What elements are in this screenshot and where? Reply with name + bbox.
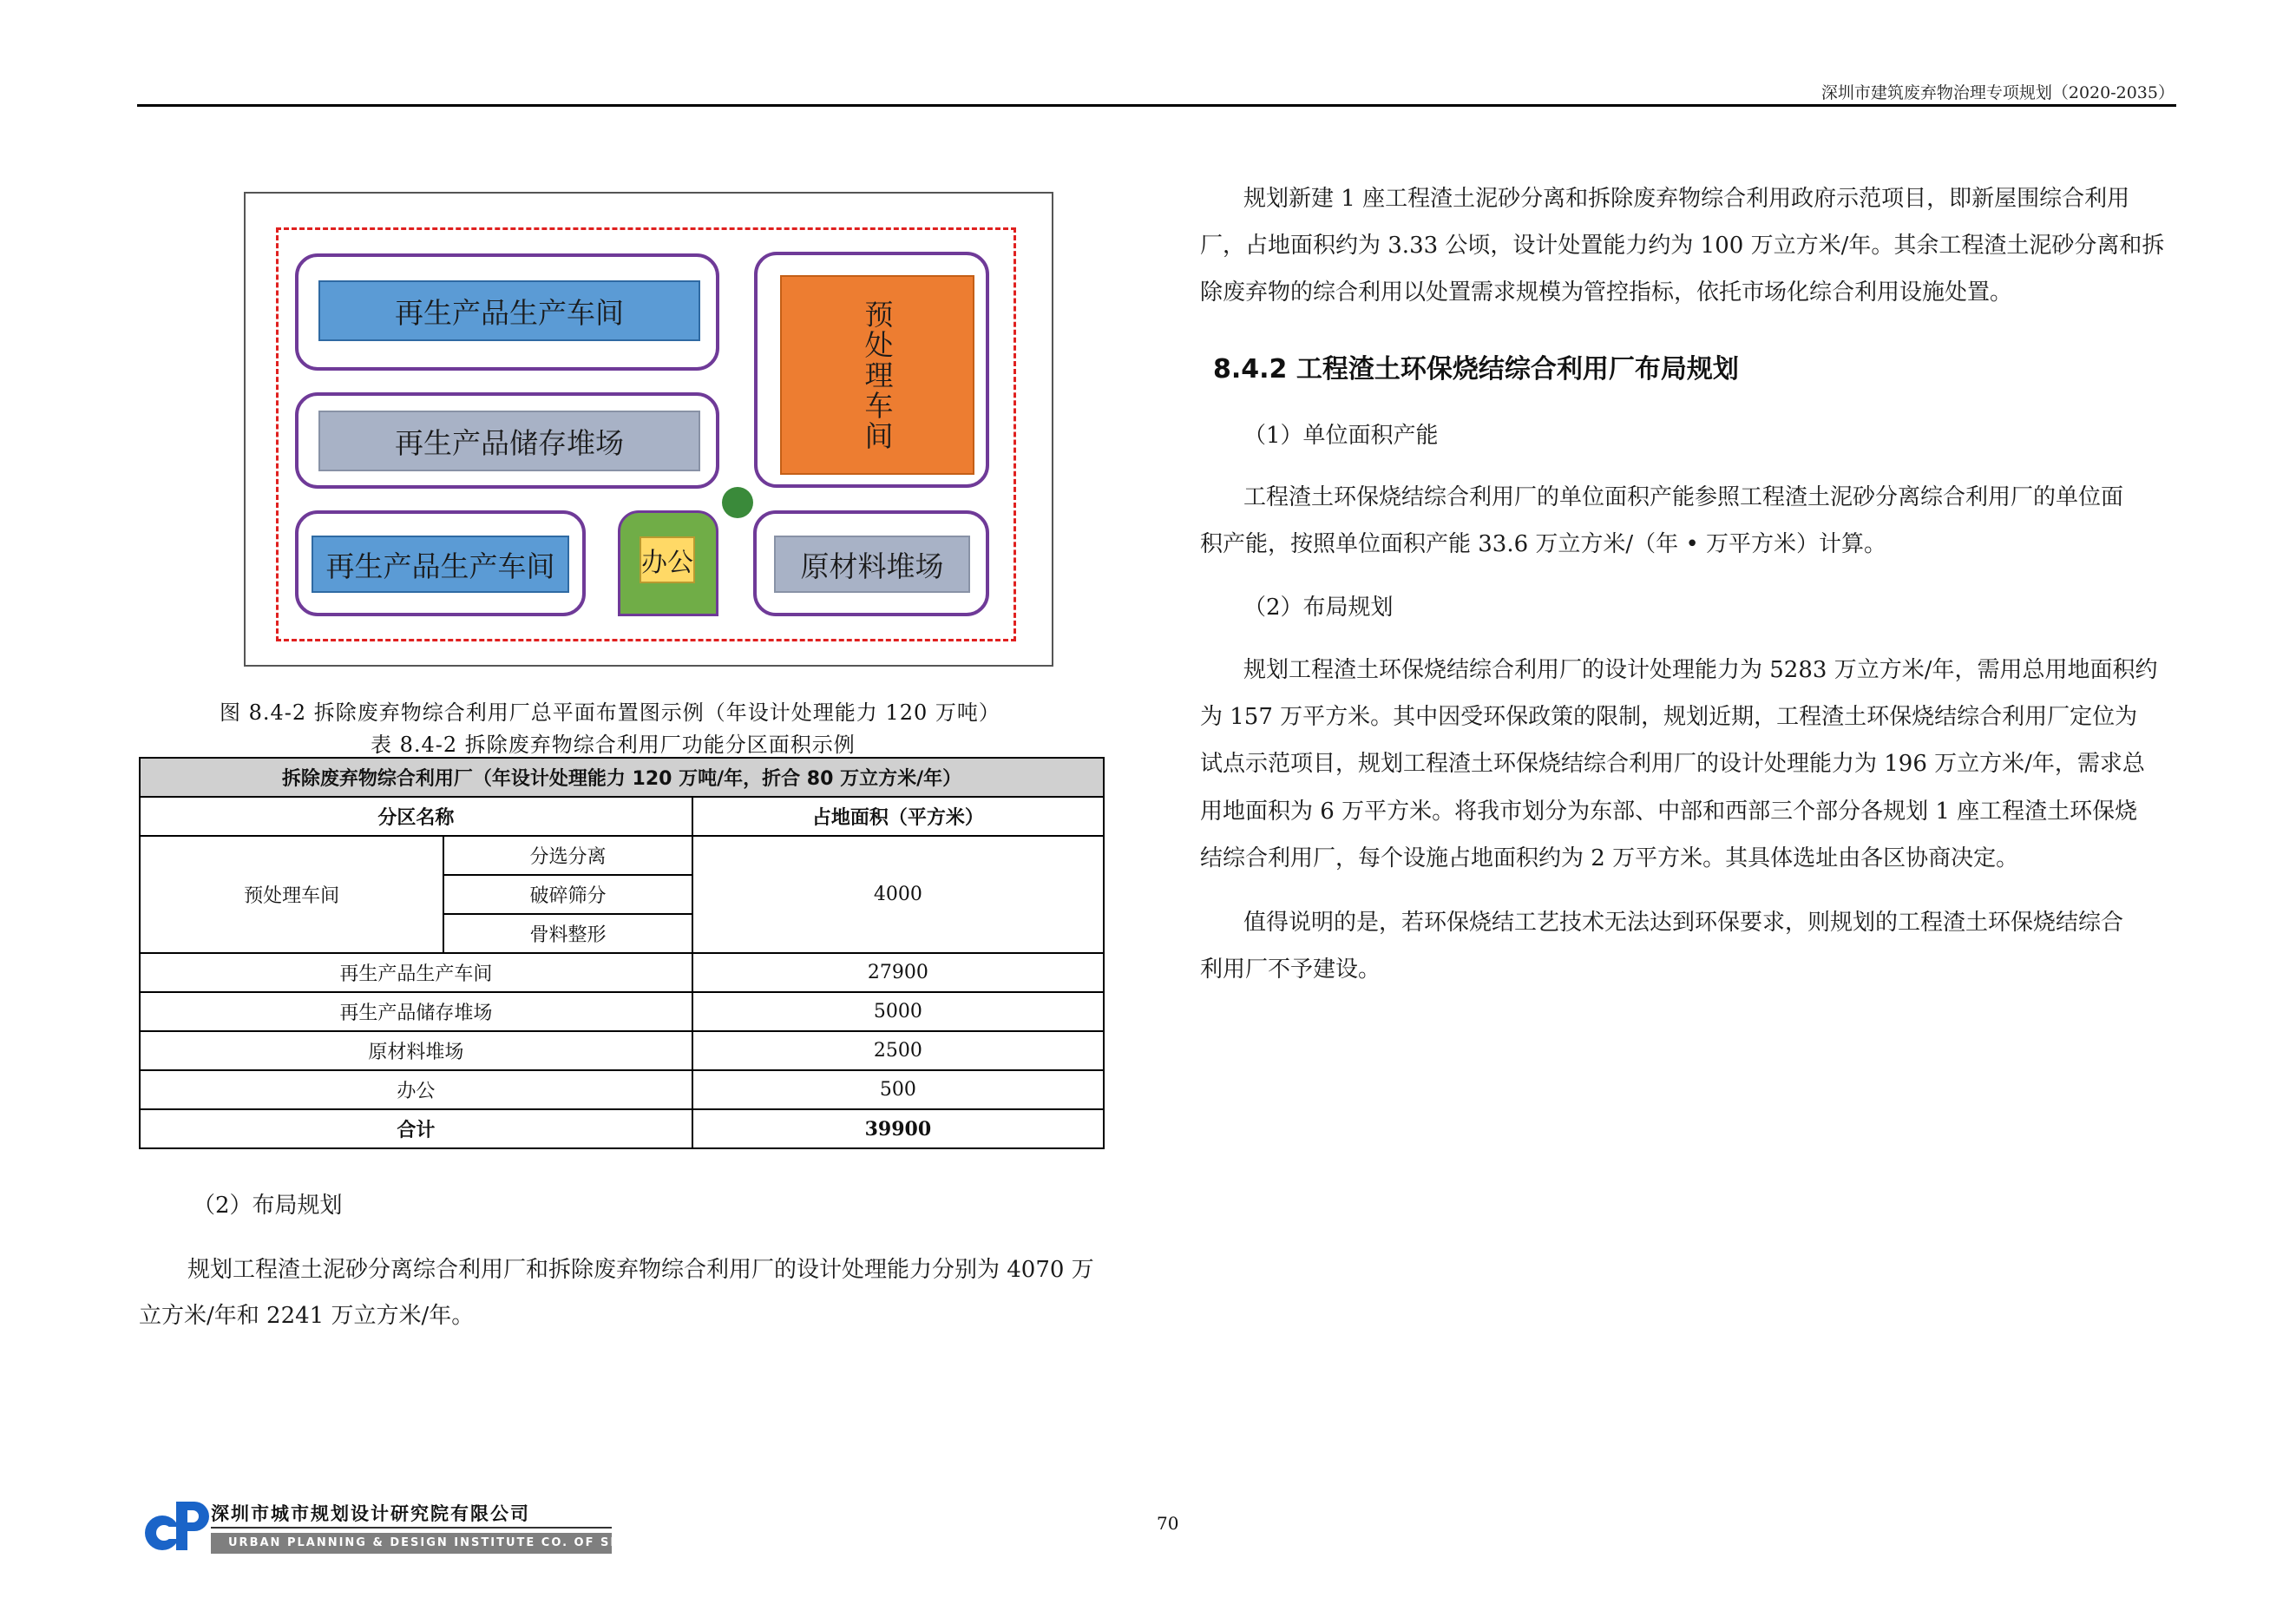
sub-zone-cell: 分选分离	[443, 836, 692, 875]
green-dot-marker	[722, 487, 753, 518]
right-p2-line1: 工程渣土环保烧结综合利用厂的单位面积产能参照工程渣土泥砂分离综合利用厂的单位面	[1243, 484, 2124, 510]
right-p3-line5: 结综合利用厂，每个设施占地面积约为 2 万平方米。其具体选址由各区协商决定。	[1200, 845, 2019, 871]
area-cell: 2500	[692, 1031, 1104, 1070]
zone-name-cell: 办公	[140, 1070, 692, 1109]
section-heading: 8.4.2 工程渣土环保烧结综合利用厂布局规划	[1213, 354, 1739, 385]
institute-name: 深圳市城市规划设计研究院有限公司	[211, 1503, 530, 1524]
zone-production-bottom	[295, 510, 586, 616]
header-title: 深圳市建筑废弃物治理专项规划（2020-2035）	[1820, 83, 2175, 102]
col-header-zone: 分区名称	[140, 797, 692, 836]
right-p3-line1: 规划工程渣土环保烧结综合利用厂的设计处理能力为 5283 万立方米/年，需用总用地面积约	[1243, 657, 2158, 683]
pretreatment-area-cell: 4000	[692, 836, 1104, 953]
zone-raw-material	[753, 510, 989, 616]
production-workshop-top: 再生产品生产车间	[318, 280, 700, 341]
zone-name-cell: 原材料堆场	[140, 1031, 692, 1070]
right-p2-line2: 积产能，按照单位面积产能 33.6 万立方米/（年 • 万平方米）计算。	[1200, 531, 1887, 557]
logo-rule	[211, 1527, 612, 1529]
area-cell: 27900	[692, 953, 1104, 992]
storage-yard: 再生产品储存堆场	[318, 411, 700, 471]
page-number: 70	[1157, 1513, 1179, 1534]
left-subheading: （2）布局规划	[193, 1193, 343, 1219]
table-title: 拆除废弃物综合利用厂（年设计处理能力 120 万吨/年，折合 80 万立方米/年）	[140, 758, 1104, 797]
table-row	[140, 836, 1104, 875]
table-row	[140, 1070, 1104, 1109]
table-caption: 表 8.4-2 拆除废弃物综合利用厂功能分区面积示例	[371, 733, 856, 757]
left-paragraph-line2: 立方米/年和 2241 万立方米/年。	[139, 1303, 475, 1329]
right-subheading-2: （2）布局规划	[1243, 595, 1394, 621]
area-table	[139, 757, 1105, 1149]
pretreatment-cell: 预处理车间	[140, 836, 443, 953]
zone-name-cell: 再生产品生产车间	[140, 953, 692, 992]
right-p3-line2: 为 157 万平方米。其中因受环保政策的限制，规划近期，工程渣土环保烧结综合利用厂定位为	[1200, 704, 2138, 730]
right-p3-line4: 用地面积为 6 万平方米。将我市划分为东部、中部和西部三个部分各规划 1 座工程渣土环保烧	[1200, 799, 2138, 825]
production-workshop-bottom: 再生产品生产车间	[312, 536, 569, 593]
zone-production-top	[295, 253, 719, 371]
table-row	[140, 992, 1104, 1031]
total-label-cell: 合计	[140, 1109, 692, 1148]
header-rule	[137, 104, 2176, 107]
right-p1-line1: 规划新建 1 座工程渣土泥砂分离和拆除废弃物综合利用政府示范项目，即新屋围综合利用	[1243, 186, 2130, 212]
right-p1-line2: 厂，占地面积约为 3.33 公顷，设计处置能力约为 100 万立方米/年。其余工程渣土泥砂分离和拆	[1200, 233, 2165, 259]
office: 办公	[640, 536, 695, 583]
institute-name-en: URBAN PLANNING & DESIGN INSTITUTE CO. OF SHENZHEN	[211, 1533, 612, 1554]
institute-logo-icon	[141, 1498, 209, 1554]
right-p1-line3: 除废弃物的综合利用以处置需求规模为管控指标，依托市场化综合利用设施处置。	[1200, 279, 2013, 306]
table-row	[140, 953, 1104, 992]
zone-office	[618, 510, 718, 616]
zone-pretreatment	[754, 252, 989, 488]
zone-storage	[295, 392, 719, 489]
col-header-area: 占地面积（平方米）	[692, 797, 1104, 836]
total-area-cell: 39900	[692, 1109, 1104, 1148]
right-p4-line1: 值得说明的是，若环保烧结工艺技术无法达到环保要求，则规划的工程渣土环保烧结综合	[1243, 910, 2124, 936]
raw-material-yard: 原材料堆场	[774, 536, 970, 593]
sub-zone-cell: 骨料整形	[443, 914, 692, 953]
figure-caption: 图 8.4-2 拆除废弃物综合利用厂总平面布置图示例（年设计处理能力 120 万吨）	[220, 700, 1000, 725]
total-row	[140, 1109, 1104, 1148]
area-cell: 5000	[692, 992, 1104, 1031]
zone-name-cell: 再生产品储存堆场	[140, 992, 692, 1031]
area-cell: 500	[692, 1070, 1104, 1109]
table-row	[140, 1031, 1104, 1070]
left-paragraph-line1: 规划工程渣土泥砂分离综合利用厂和拆除废弃物综合利用厂的设计处理能力分别为 4070 万	[187, 1257, 1094, 1283]
sub-zone-cell: 破碎筛分	[443, 875, 692, 914]
pretreatment-workshop: 预处理车间	[780, 275, 974, 475]
right-p3-line3: 试点示范项目，规划工程渣土环保烧结综合利用厂的设计处理能力为 196 万立方米/年，需求总	[1200, 751, 2145, 777]
right-subheading-1: （1）单位面积产能	[1243, 423, 1439, 449]
right-p4-line2: 利用厂不予建设。	[1200, 957, 1381, 983]
